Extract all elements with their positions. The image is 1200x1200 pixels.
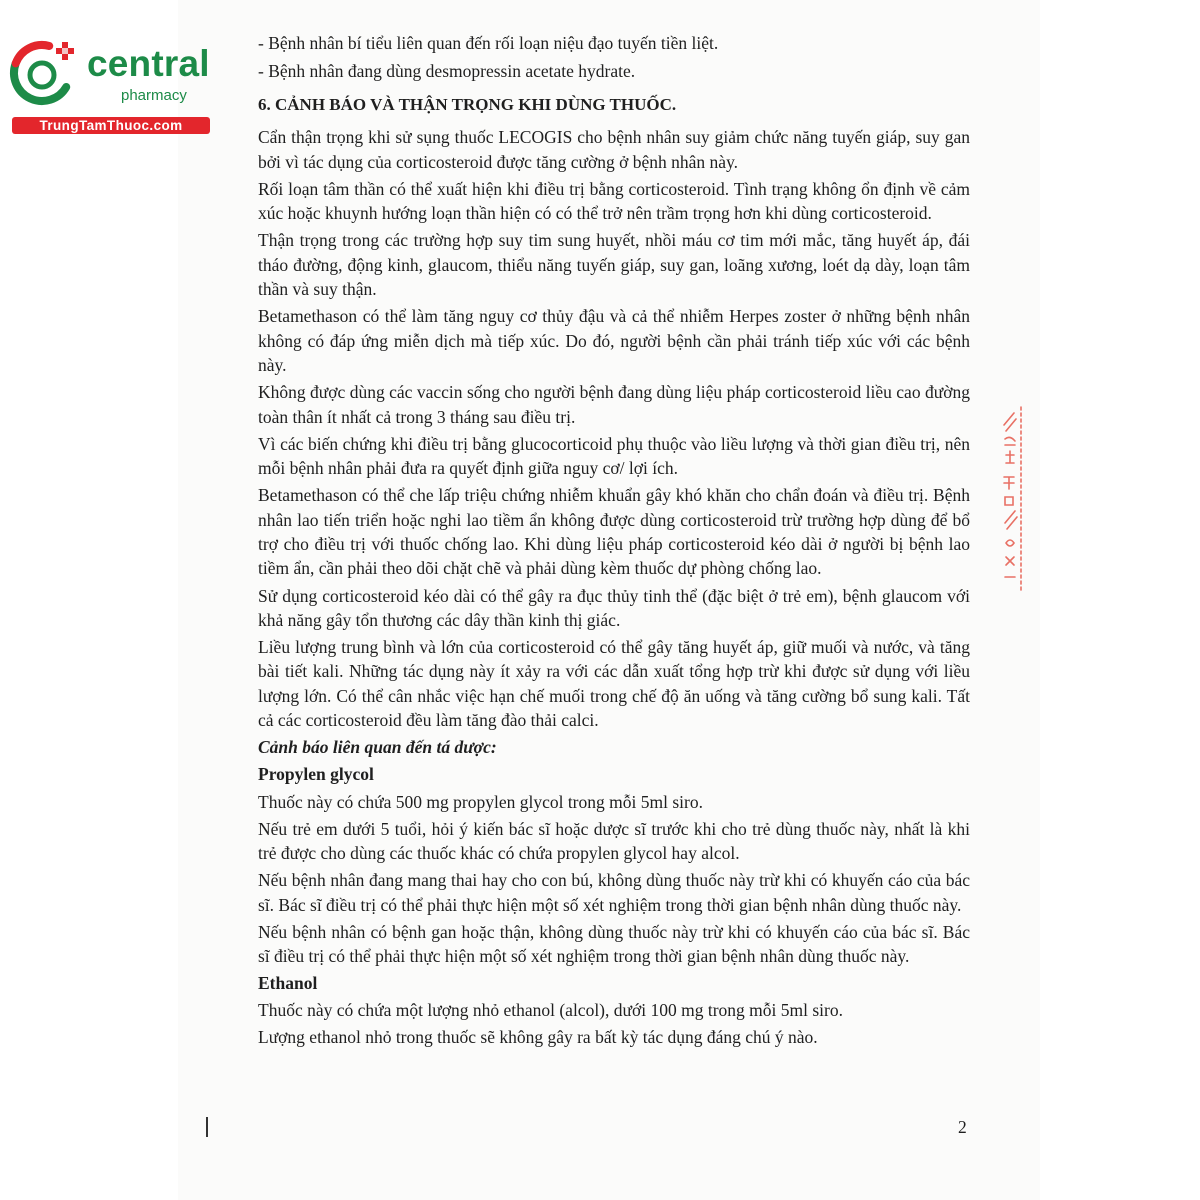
ethanol-paragraph: Lượng ethanol nhỏ trong thuốc sẽ không gây ra bất kỳ tác dụng đáng chú ý nào. [258, 1027, 818, 1048]
warning-paragraph: Sử dụng corticosteroid kéo dài có thể gây ra đục thủy tinh thể (đặc biệt ở trẻ em), bệnh glaucom với khả năng gây tổn thương các dây thần kinh thị giác. [258, 585, 970, 630]
red-stamp [996, 405, 1030, 595]
warning-paragraph: Không được dùng các vaccin sống cho người bệnh đang dùng liệu pháp corticosteroid liều cao đường toàn thân ít nhất cả trong 3 tháng sau điều trị. [258, 382, 970, 427]
warning-paragraph: Thận trọng trong các trường hợp suy tim sung huyết, nhồi máu cơ tim mới mắc, tăng huyết áp, đái tháo đường, động kinh, glaucom, thiểu năng tuyến giáp, suy gan, loãng xương, loét dạ dày, loạn tâm thần và suy thận. [258, 230, 970, 300]
section-heading: 6. CẢNH BÁO VÀ THẬN TRỌNG KHI DÙNG THUỐC. [258, 95, 677, 115]
propylene-glycol-paragraph: Nếu bệnh nhân đang mang thai hay cho con bú, không dùng thuốc này trừ khi có khuyến cáo của bác sĩ. Bác sĩ điều trị có thể phải thực hiện một số xét nghiệm trong thời gian bệnh nhân dùng thuốc này. [258, 870, 970, 915]
warning-paragraph: Cẩn thận trọng khi sử sụng thuốc LECOGIS cho bệnh nhân suy giảm chức năng tuyến giáp, suy gan bởi vì tác dụng của corticosteroid được tăng cường ở bệnh nhân này. [258, 127, 970, 172]
logo-site-banner: TrungTamThuoc.com [12, 117, 210, 134]
warning-paragraph: Betamethason có thể che lấp triệu chứng nhiễm khuẩn gây khó khăn cho chẩn đoán và điều trị. Bệnh nhân lao tiến triển hoặc nghi lao tiềm ẩn không được dùng corticosteroid trừ trường hợp dùng để bổ trợ cho điều trị với thuốc chống lao. Khi dùng liệu pháp corticosteroid kéo dài ở người bị bệnh lao tiềm ẩn, cần phải theo dõi chặt chẽ và phải dùng kèm thuốc dự phòng chống lao. [258, 485, 970, 579]
logo-wordmark: central [87, 43, 210, 84]
warning-paragraph: Betamethason có thể làm tăng nguy cơ thủy đậu và cả thể nhiễm Herpes zoster ở những bệnh nhân không có đáp ứng miễn dịch mà tiếp xúc. Do đó, người bệnh cần phải tránh tiếp xúc với các bệnh này. [258, 306, 970, 376]
propylene-glycol-paragraph: Nếu bệnh nhân có bệnh gan hoặc thận, không dùng thuốc này trừ khi có khuyến cáo của bác sĩ. Bác sĩ điều trị có thể phải thực hiện một số xét nghiệm trong thời gian bệnh nhân dùng thuốc này. [258, 921, 970, 967]
contraindication-bullet: - Bệnh nhân đang dùng desmopressin acetate hydrate. [258, 61, 636, 81]
page-number: 2 [958, 1117, 967, 1137]
margin-mark [206, 1117, 208, 1137]
warning-paragraph: Rối loạn tâm thần có thể xuất hiện khi điều trị bằng corticosteroid. Tình trạng không ổn định về cảm xúc hoặc khuynh hướng loạn thần hiện có có thể trở nên trầm trọng hơn khi dùng corticosteroid. [258, 178, 970, 224]
pharmacy-logo-icon [6, 35, 80, 109]
warning-paragraph: Liều lượng trung bình và lớn của corticosteroid có thể gây tăng huyết áp, giữ muối và nước, và tăng bài tiết kali. Những tác dụng này ít xảy ra với các dẫn xuất tổng hợp trừ khi được sử dụng với liều lượng lớn. Có thể cân nhắc việc hạn chế muối trong chế độ ăn uống và tăng cường bổ sung kali. Tất cả các corticosteroid đều làm tăng đào thải calci. [258, 637, 970, 731]
propylene-glycol-paragraph: Nếu trẻ em dưới 5 tuổi, hỏi ý kiến bác sĩ hoặc dược sĩ trước khi cho trẻ dùng thuốc này, nhất là khi trẻ được cho dùng các thuốc khác có chứa propylen glycol hay alcol. [258, 818, 970, 864]
document-body [258, 31, 970, 1052]
logo-tagline: pharmacy [121, 87, 187, 104]
propylene-glycol-paragraph: Thuốc này có chứa 500 mg propylen glycol trong mỗi 5ml siro. [258, 791, 703, 812]
propylene-glycol-heading: Propylen glycol [258, 764, 374, 785]
contraindication-bullet: - Bệnh nhân bí tiểu liên quan đến rối loạn niệu đạo tuyến tiền liệt. [258, 33, 719, 53]
ethanol-heading: Ethanol [258, 973, 318, 994]
ethanol-paragraph: Thuốc này có chứa một lượng nhỏ ethanol (alcol), dưới 100 mg trong mỗi 5ml siro. [258, 1000, 843, 1021]
warning-paragraph: Vì các biến chứng khi điều trị bằng glucocorticoid phụ thuộc vào liều lượng và thời gian điều trị, nên mỗi bệnh nhân phải đưa ra quyết định giữa nguy cơ/ lợi ích. [258, 433, 970, 479]
excipient-warning-heading: Cảnh báo liên quan đến tá dược: [258, 737, 497, 758]
